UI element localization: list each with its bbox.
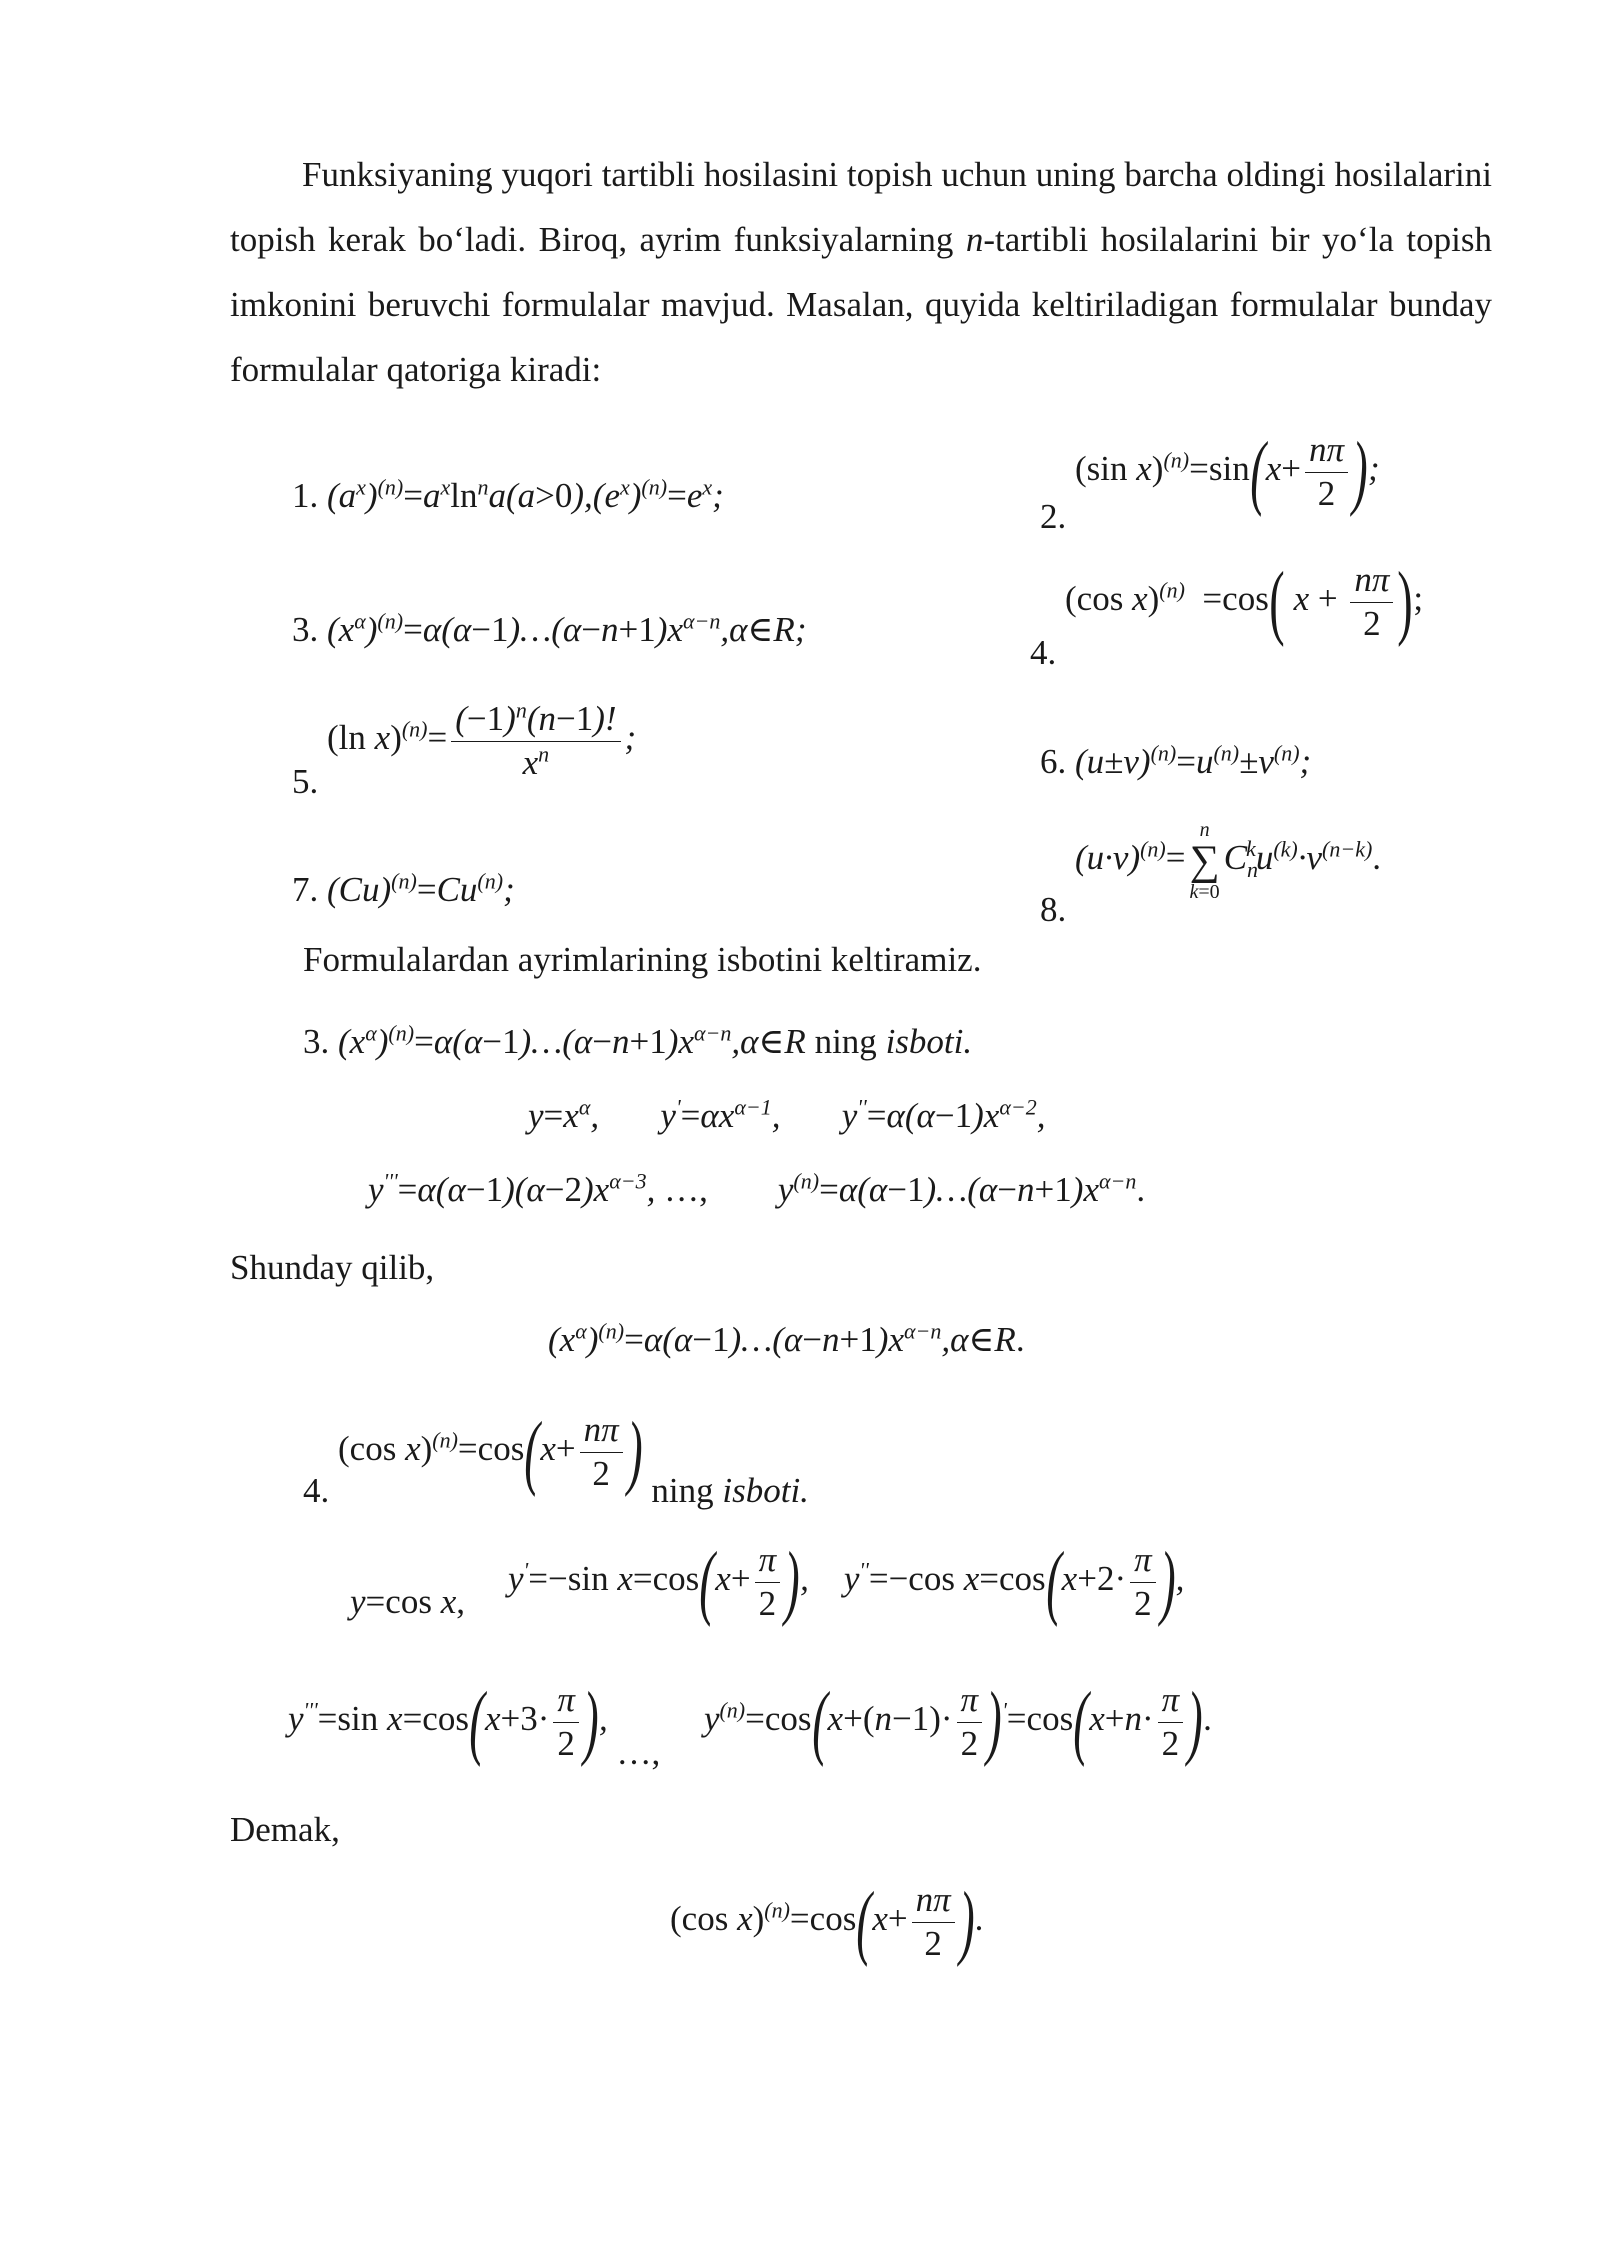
formula-6-number: 6. <box>1040 742 1067 781</box>
proof-4-heading <box>303 1405 809 1511</box>
formula-4 <box>1030 555 1424 673</box>
proofs-intro: Formulalardan ayrimlarining isbotini keltiramiz. <box>303 940 982 979</box>
formula-3 <box>292 608 807 649</box>
formula-8-expr: $(u\cdot v)^{(n)}=$ n ∑ k=0 $C_n^ku^{(k)}\cdot v^{(n-k)}$. <box>1075 819 1382 903</box>
proof-3-heading <box>303 1020 973 1061</box>
proof-3-result: $(x^\alpha)^{(n)}=\alpha(\alpha-1)\dots(\alpha-n+1)x^{\alpha-n},\alpha\in R$. <box>548 1318 1025 1359</box>
shunday-text: Shunday qilib, <box>230 1248 435 1287</box>
proof-4-number: 4. <box>303 1471 330 1511</box>
formula-4-expr: (cos x)$^{(n)}$ =cos( x + $\frac{n\pi}{2}$ ); <box>1065 555 1424 648</box>
proof-4-result: (cos x)$^{(n)}$=cos(x+ $\frac{n\pi}{2}$ ). <box>670 1875 984 1968</box>
formula-3-number: 3. <box>292 610 319 649</box>
proof-3-ellipsis: …, <box>664 1170 708 1209</box>
formula-5 <box>292 697 637 802</box>
proof-4-line-1a: y=cos x, <box>350 1582 465 1621</box>
intro-text-a: Funksiyaning yuqori tartibli hosilasini topish uchun uning barcha oldingi hosilalarini topish kerak bo‘ladi. Biroq, ayrim funksiyalarning <box>230 155 1492 259</box>
formula-7-number: 7. <box>292 870 319 909</box>
formula-5-expr: (ln x)$^{(n)}$= $\frac{(-1)^n(n-1)!}{x^n}$ ; <box>327 697 637 782</box>
formula-8 <box>1040 819 1382 930</box>
proof-4-formula: (cos x)$^{(n)}$=cos(x+ $\frac{n\pi}{2}$ ) <box>338 1405 643 1498</box>
intro-text-b: -tartibli hosilalarini bir yo‘la topish imkonini beruvchi formulalar mavjud. Masalan, quyida keltiriladigan formulalar bunday formulalar qatoriga kiradi: <box>230 220 1493 389</box>
proof-3-line-1: $y=x^\alpha$, $y'=\alpha x^{\alpha-1}$, $y''=\alpha(\alpha-1)x^{\alpha-2}$, <box>528 1094 1046 1135</box>
proof-4-line-2: y'''=sin x=cos(x+3· $\frac{\pi}{2}$ ), …, $y^{(n)}=\cos(x+(n-1)\cdot$ $\frac{\pi}{2}$ )'=cos(x+n· $\frac{\pi}{2}$ ). <box>288 1675 1212 1773</box>
formula-6-expr: $(u\pm v)^{(n)}=u^{(n)}\pm v^{(n)}$; <box>1075 740 1312 781</box>
proof-3-number: 3. <box>303 1022 330 1061</box>
formula-3-expr: $(x^\alpha)^{(n)}=\alpha(\alpha-1)\dots(\alpha-n+1)x^{\alpha-n},\alpha\in R$; <box>327 608 807 649</box>
proof-4-ellipsis: …, <box>616 1733 661 1773</box>
intro-paragraph <box>230 142 1492 402</box>
proof-4-ning: ning <box>651 1471 714 1511</box>
formula-1-expr: $(a^x)^{(n)}=a^x\ln^na(a>0),(e^x)^{(n)}=e^x$; <box>327 474 724 515</box>
formula-1-number: 1. <box>292 476 319 515</box>
proof-3-ning: ning <box>814 1022 877 1061</box>
proof-3-isboti: isboti. <box>885 1022 973 1061</box>
proof-3-formula: $(x^\alpha)^{(n)}=\alpha(\alpha-1)\dots(\alpha-n+1)x^{\alpha-n},\alpha\in R$ <box>338 1020 806 1061</box>
formula-6 <box>1040 740 1312 781</box>
formula-5-number: 5. <box>292 762 319 802</box>
formula-2-expr: (sin x)$^{(n)}$=sin(x+ $\frac{n\pi}{2}$ ); <box>1075 425 1380 518</box>
intro-var-n: n <box>965 220 984 259</box>
proof-3-line-2: $y'''=\alpha(\alpha-1)(\alpha-2)x^{\alpha-3}$, …, $y^{(n)}=\alpha(\alpha-1)\dots(\alpha-n+1)x^{\alpha-n}$. <box>368 1168 1146 1209</box>
formula-8-number: 8. <box>1040 890 1067 930</box>
formula-1 <box>292 474 724 515</box>
proof-4-line-1b: y'=−sin x=cos(x+ $\frac{\pi}{2}$ ), y''=−cos x=cos(x+2· $\frac{\pi}{2}$ ), <box>508 1535 1185 1628</box>
formula-4-number: 4. <box>1030 633 1057 673</box>
formula-2 <box>1040 425 1380 537</box>
demak-text: Demak, <box>230 1810 340 1849</box>
formula-2-number: 2. <box>1040 497 1067 537</box>
formula-7-expr: $(Cu)^{(n)}=Cu^{(n)}$; <box>327 868 515 909</box>
proof-4-isboti: isboti. <box>722 1471 809 1511</box>
formula-7 <box>292 868 515 909</box>
